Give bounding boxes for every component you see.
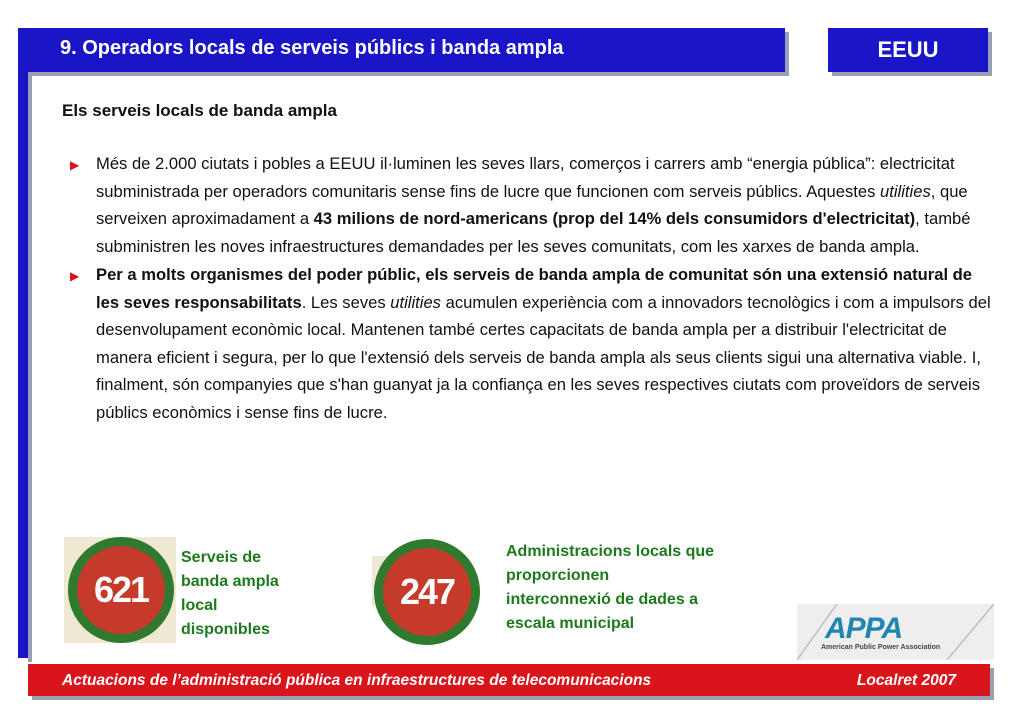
triangle-right-icon: ▶ <box>70 269 80 283</box>
section-subtitle: Els serveis locals de banda ampla <box>62 101 337 120</box>
bullet-item <box>62 261 992 426</box>
left-accent-rule <box>18 28 28 658</box>
stat-badge-621 <box>68 537 174 643</box>
stat-value: 621 <box>77 546 165 634</box>
left-accent-shadow <box>28 72 32 662</box>
appa-logo <box>797 604 994 660</box>
footer-text: Actuacions de l’administració pública en infraestructures de telecomunicacions <box>62 672 652 689</box>
slide-title: 9. Operadors locals de serveis públics i banda ampla <box>60 37 564 59</box>
bullet-list <box>62 150 992 427</box>
country-label: EEUU <box>828 28 988 72</box>
footer-credit: Localret 2007 <box>856 672 956 689</box>
logo-wordmark: APPA <box>825 612 903 645</box>
bullet-text: Per a molts organismes del poder públic, els serveis de banda ampla de comunitat són una extensió natural de les seves responsabilitats. Les seves utilities acumulen experiència com a innovadors tecnològics i com a impulsors del desenvolupament econòmic local. Mantenen també certes capacitats de banda ampla per a distribuir l'electricitat de manera eficient i segura, per lo que l'extensió dels serveis de banda ampla als seus clients sigui una alternativa viable. I, finalment, són companyies que s'han guanyat ja la confiança en les seves respectives ciutats com proveïdors de serveis públics econòmics i sense fins de lucre. <box>96 265 991 422</box>
triangle-right-icon: ▶ <box>70 158 80 172</box>
title-bar <box>28 28 785 72</box>
stat-value: 247 <box>383 548 471 636</box>
stat-badge-247 <box>374 539 480 645</box>
logo-subtitle: American Public Power Association <box>821 644 941 651</box>
stat-caption: Serveis de banda ampla local disponibles <box>181 549 279 638</box>
stat-caption: Administracions locals que proporcionen interconnexió de dades a escala municipal <box>506 543 715 632</box>
bullet-text: Més de 2.000 ciutats i pobles a EEUU il·luminen les seves llars, comerços i carrers amb “energia pública”: electricitat subministrada per operadors comunitaris sense fins de lucre que funcionen com serveis públics. Aquestes utilities, que serveixen aproximadament a 43 milions de nord-americans (prop del 14% dels consumidors d'electricitat), també subministren les noves infraestructures demandades per les seves comunitats, com les xarxes de banda ampla. <box>96 154 971 256</box>
bullet-item <box>62 150 992 260</box>
footer-bar <box>28 664 990 696</box>
